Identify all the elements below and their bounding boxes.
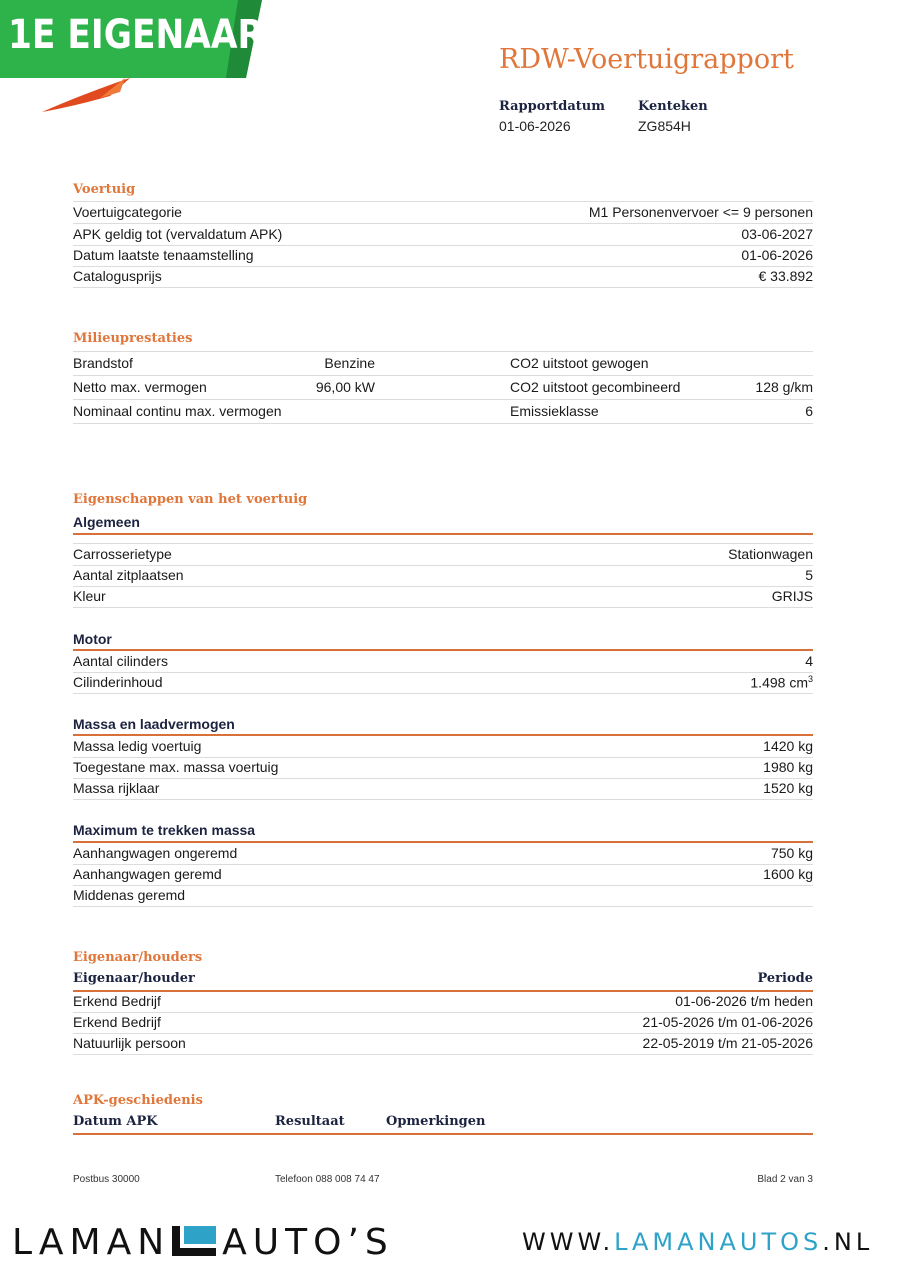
column-header-remarks: Opmerkingen [386,1114,486,1129]
row-value: 03-06-2027 [741,226,813,242]
table-row [73,245,813,267]
row-label: Datum laatste tenaamstelling [73,247,254,263]
divider [73,1133,813,1135]
row-label: Aanhangwagen geremd [73,866,222,882]
row-label: Massa ledig voertuig [73,738,202,754]
row-value: 5 [805,567,813,583]
footer-page-number: Blad 2 van 3 [757,1174,813,1185]
table-row [73,352,813,376]
column-header-result: Resultaat [275,1114,345,1129]
row-label: Voertuigcategorie [73,204,182,220]
column-header-apk-date: Datum APK [73,1114,158,1129]
section-title-eigenschappen: Eigenschappen van het voertuig [73,492,308,507]
report-title: RDW-Voertuigrapport [499,44,794,75]
row-value: GRIJS [771,588,813,604]
row-value: 1520 kg [763,780,813,796]
url-domain: LAMANAUTOS [614,1228,823,1256]
table-row [73,266,813,288]
subsection-title-trekken: Maximum te trekken massa [73,822,256,838]
column-header-owner: Eigenaar/houder [73,971,195,986]
row-label: Catalogusprijs [73,268,162,284]
footer-phone: Telefoon 088 008 74 47 [275,1174,380,1185]
table-row [73,885,813,907]
row-label: Kleur [73,588,106,604]
table-row [73,1012,813,1034]
row-value: 1600 kg [763,866,813,882]
table-row [73,736,813,758]
row-value: € 33.892 [758,268,813,284]
row-label: Toegestane max. massa voertuig [73,759,279,775]
logo-text-right: AUTO’S [222,1222,394,1263]
section-title-milieu: Milieuprestaties [73,331,193,346]
section-title-eigenaar: Eigenaar/houders [73,950,203,965]
row-label: Massa rijklaar [73,780,160,796]
website-url [522,1228,873,1256]
subsection-title-motor: Motor [73,631,112,647]
row-label: CO2 uitstoot gecombineerd [510,379,681,395]
superscript: 3 [807,674,813,684]
row-label: APK geldig tot (vervaldatum APK) [73,226,283,242]
row-value: 128 g/km [755,379,813,395]
laman-autos-logo [12,1222,394,1263]
row-value [750,674,813,691]
table-row [73,224,813,246]
row-label: Middenas geremd [73,887,186,903]
table-row [73,400,813,424]
row-label: Aantal zitplaatsen [73,567,184,583]
row-value: 4 [805,653,813,669]
row-value: 6 [805,403,813,419]
row-value: Stationwagen [728,546,813,562]
url-tld: .NL [822,1228,874,1256]
section-title-apk: APK-geschiedenis [73,1093,203,1108]
row-label: Nominaal continu max. vermogen [73,403,282,419]
plate-value: ZG854H [638,118,691,134]
table-row [73,864,813,886]
row-label: Erkend Bedrijf [73,1014,161,1030]
row-value: Benzine [324,355,375,371]
row-value: M1 Personenvervoer <= 9 personen [588,204,813,220]
report-date-label: Rapportdatum [499,99,605,114]
row-label: Erkend Bedrijf [73,993,161,1009]
row-value: 01-06-2026 t/m heden [675,993,813,1009]
row-label: Aantal cilinders [73,653,168,669]
row-label: Brandstof [73,355,133,371]
table-row [73,202,813,224]
report-date-value: 01-06-2026 [499,118,571,134]
row-label: Netto max. vermogen [73,379,207,395]
row-label: Aanhangwagen ongeremd [73,845,238,861]
row-value: 01-06-2026 [741,247,813,263]
cylinder-value: 1.498 cm [750,674,808,691]
url-prefix: WWW. [522,1228,615,1256]
row-value: 22-05-2019 t/m 21-05-2026 [642,1035,813,1051]
subsection-title-massa: Massa en laadvermogen [73,716,235,732]
row-label: Cilinderinhoud [73,674,163,690]
table-row [73,565,813,587]
row-label: CO2 uitstoot gewogen [510,355,649,371]
subsection-title-algemeen: Algemeen [73,514,140,530]
divider [73,533,813,535]
table-row [73,778,813,800]
section-title-voertuig: Voertuig [73,182,136,197]
row-label: Natuurlijk persoon [73,1035,186,1051]
table-row [73,757,813,779]
rdw-logo-icon [40,78,140,116]
first-owner-label: 1E EIGENAAR [8,12,264,58]
footer-address: Postbus 30000 [73,1174,140,1185]
row-value: 96,00 kW [315,379,375,395]
row-value: 1980 kg [763,759,813,775]
table-row [73,672,813,694]
table-row [73,1033,813,1055]
logo-text-left: LAMAN [12,1222,171,1263]
table-row [73,843,813,865]
table-row [73,544,813,566]
table-row [73,651,813,673]
row-value: 1420 kg [763,738,813,754]
logo-mark-icon [172,1226,216,1256]
table-row [73,991,813,1013]
table-row [73,376,813,400]
row-value: 750 kg [770,845,813,861]
row-value: 21-05-2026 t/m 01-06-2026 [642,1014,813,1030]
row-label: Carrosserietype [73,546,172,562]
plate-label: Kenteken [638,99,708,114]
row-label: Emissieklasse [510,403,599,419]
table-row [73,586,813,608]
column-header-period: Periode [757,971,813,986]
